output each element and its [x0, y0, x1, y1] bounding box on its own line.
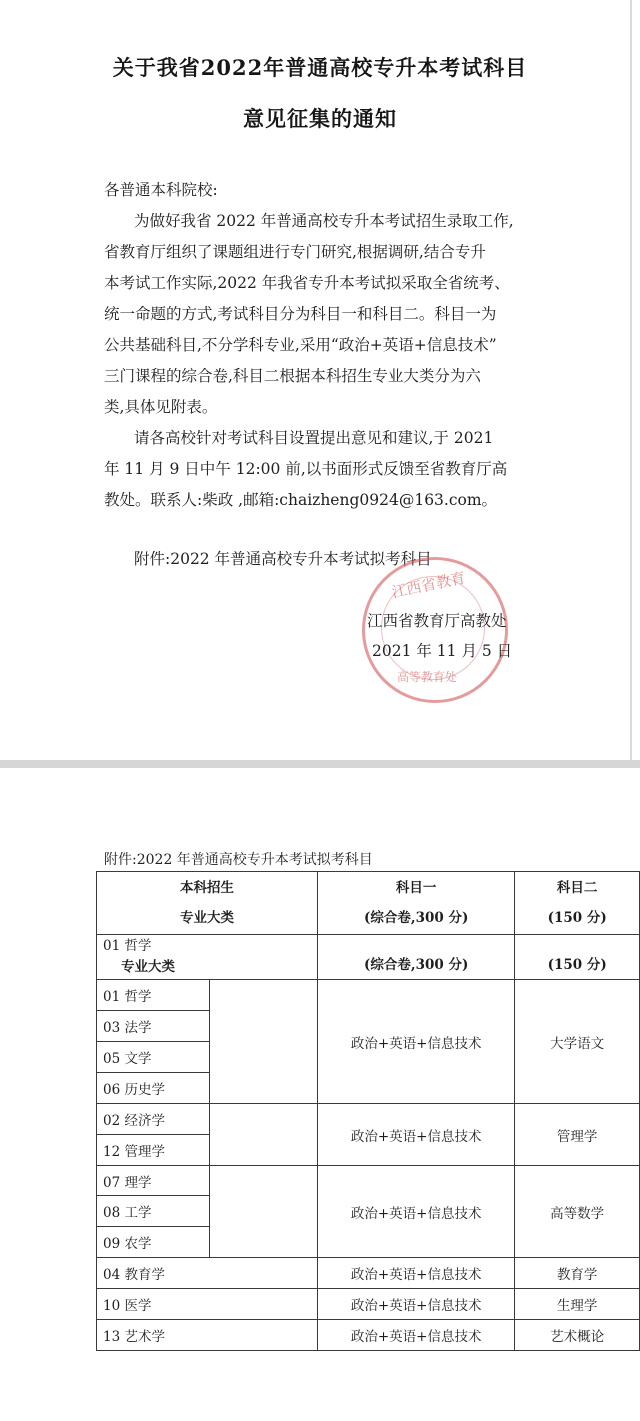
header-major-category — [97, 872, 318, 935]
salutation: 各普通本科院校: — [104, 181, 218, 199]
major-cell: 12 管理学 — [97, 1135, 210, 1166]
subject1-cell: 政治+英语+信息技术 — [318, 1166, 515, 1258]
major-cell: 06 历史学 — [97, 1073, 210, 1104]
table-row — [97, 935, 640, 980]
overlap-subject2: (150 分) — [515, 935, 640, 980]
subject2-cell: 艺术概论 — [515, 1320, 640, 1351]
major-cell: 09 农学 — [97, 1227, 210, 1258]
official-seal — [362, 557, 508, 703]
para1-line-6: 三门课程的综合卷,科目二根据本科招生专业大类分为六 — [104, 367, 481, 385]
subjects-table — [96, 871, 640, 1351]
notice-title-line2: 意见征集的通知 — [243, 106, 397, 131]
header-subject2-line1: 科目二 — [556, 880, 598, 896]
table-row — [97, 1166, 640, 1196]
subject2-cell: 大学语文 — [515, 980, 640, 1104]
table-row — [97, 1289, 640, 1320]
header-subject1-line2: (综合卷,300 分) — [363, 910, 469, 926]
spacer-cell — [210, 1166, 318, 1258]
para1-line-5: 公共基础科目,不分学科专业,采用“政治+英语+信息技术” — [104, 336, 497, 354]
para1-line-4: 统一命题的方式,考试科目分为科目一和科目二。科目一为 — [104, 305, 497, 323]
subject1-cell: 政治+英语+信息技术 — [318, 1320, 515, 1351]
attachment-caption: 附件:2022 年普通高校专升本考试拟考科目 — [104, 852, 373, 868]
para1-line-3: 本考试工作实际,2022 年我省专升本考试拟采取全省统考、 — [104, 274, 510, 292]
table-row — [97, 1104, 640, 1135]
header-subject1-line1: 科目一 — [395, 880, 437, 896]
page-edge — [630, 0, 632, 760]
subject1-cell: 政治+英语+信息技术 — [318, 1289, 515, 1320]
notice-title-line1: 关于我省2022年普通高校专升本考试科目 — [112, 55, 528, 80]
table-row — [97, 980, 640, 1011]
header-subject2-line2: (150 分) — [547, 910, 607, 926]
subject2-cell: 教育学 — [515, 1258, 640, 1289]
major-cell: 02 经济学 — [97, 1104, 210, 1135]
major-cell: 10 医学 — [97, 1289, 318, 1320]
spacer-cell — [210, 1104, 318, 1166]
table-header-row — [97, 872, 640, 935]
para1-line-1: 为做好我省 2022 年普通高校专升本考试招生录取工作, — [134, 212, 514, 230]
para2-line-2: 年 11 月 9 日中午 12:00 前,以书面形式反馈至省教育厅高 — [104, 460, 508, 478]
major-cell: 01 哲学 — [97, 980, 210, 1011]
subject1-cell: 政治+英语+信息技术 — [318, 1258, 515, 1289]
para2-line-3: 教处。联系人:柴政 ,邮箱:chaizheng0924@163.com。 — [104, 491, 498, 509]
major-cell: 04 教育学 — [97, 1258, 318, 1289]
attachment-line: 附件:2022 年普通高校专升本考试拟考科目 — [134, 550, 432, 568]
signature-org: 江西省教育厅高教处 — [367, 612, 507, 630]
seal-text-bottom: 高等教育处 — [397, 670, 458, 684]
major-cell: 07 理学 — [97, 1166, 210, 1196]
overlap-subject1: (综合卷,300 分) — [318, 935, 515, 980]
header-major-line1: 本科招生 — [180, 880, 234, 896]
signature-date: 2021 年 11 月 5 日 — [372, 642, 513, 660]
page-separator — [0, 760, 640, 768]
major-cell: 03 法学 — [97, 1011, 210, 1042]
header-subject1 — [318, 872, 515, 935]
overlap-major-top: 01 哲学 — [103, 938, 152, 954]
header-subject2 — [515, 872, 640, 935]
para2-line-1: 请各高校针对考试科目设置提出意见和建议,于 2021 — [134, 429, 494, 447]
table-row — [97, 1320, 640, 1351]
para1-line-2: 省教育厅组织了课题组进行专门研究,根据调研,结合专升 — [104, 243, 486, 261]
table-row — [97, 1258, 640, 1289]
subject2-cell: 生理学 — [515, 1289, 640, 1320]
major-cell: 13 艺术学 — [97, 1320, 318, 1351]
overlap-major-cell — [97, 935, 318, 980]
header-major-line2: 专业大类 — [180, 910, 234, 926]
spacer-cell — [210, 980, 318, 1104]
para1-line-7: 类,具体见附表。 — [104, 398, 218, 416]
subject2-cell: 管理学 — [515, 1104, 640, 1166]
major-cell: 05 文学 — [97, 1042, 210, 1073]
overlap-major-bottom: 专业大类 — [121, 959, 175, 975]
subject2-cell: 高等数学 — [515, 1166, 640, 1258]
seal-text-top: 江西省教育 — [390, 568, 468, 602]
major-cell: 08 工学 — [97, 1196, 210, 1227]
subject1-cell: 政治+英语+信息技术 — [318, 980, 515, 1104]
subject1-cell: 政治+英语+信息技术 — [318, 1104, 515, 1166]
